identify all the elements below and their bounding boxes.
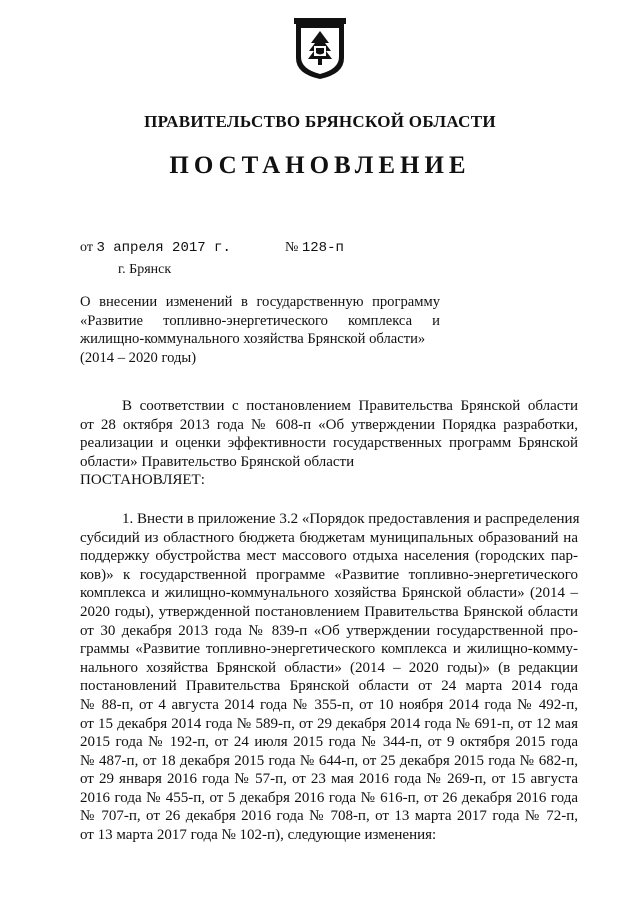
intro-line: области» Правительство Брянской области [80, 453, 355, 470]
subject-line: (2014 – 2020 годы) [80, 349, 197, 366]
subject-line: жилищно-коммунального хозяйства Брянской области» [80, 331, 426, 348]
item-line: от 30 декабря 2013 года № 839-п «Об утверждении государственной про- [80, 622, 578, 639]
intro-line: от 28 октября 2013 года № 608-п «Об утверждении Порядка разработки, [80, 416, 578, 433]
item-line: 2015 года № 192-п, от 24 июля 2015 года № 344-п, от 9 октября 2015 года [80, 734, 578, 751]
item-line: нального хозяйства Брянской области» (2014 – 2020 годы)» (в редакции [80, 659, 578, 676]
item-line: комплекса и жилищно-коммунального хозяйства Брянской области» (2014 – [80, 585, 578, 602]
intro-line: реализации и оценки эффективности государственных программ Брянской [80, 435, 578, 452]
item-line: № 88-п, от 4 августа 2014 года № 355-п, от 10 ноября 2014 года № 492-п, [80, 696, 578, 713]
item-line: от 29 января 2016 года № 57-п, от 23 мая 2016 года № 269-п, от 15 августа [80, 771, 578, 788]
city: г. Брянск [118, 262, 172, 277]
government-name: ПРАВИТЕЛЬСТВО БРЯНСКОЙ ОБЛАСТИ [144, 112, 496, 131]
date-prefix: от [80, 240, 93, 255]
item-line: от 15 декабря 2014 года № 589-п, от 29 декабря 2014 года № 691-п, от 12 мая [80, 715, 578, 732]
resolves-heading: ПОСТАНОВЛЯЕТ: [80, 472, 205, 489]
item-line: постановлений Правительства Брянской области от 24 марта 2014 года [80, 678, 578, 695]
item-line: граммы «Развитие топливно-энергетического комплекса и жилищно-комму- [80, 641, 578, 658]
subject-line: «Развитие топливно-энергетического комплекса и [80, 312, 440, 329]
subject-line: О внесении изменений в государственную программу [80, 294, 440, 310]
decree-body [80, 397, 578, 845]
item-line: 1. Внести в приложение 3.2 «Порядок предоставления и распределения [122, 510, 580, 527]
decree-subject [80, 293, 440, 367]
item-line: поддержку обустройства мест массового отдыха населения (городских пар- [80, 548, 578, 565]
decree-number [285, 240, 344, 256]
date-value: 3 апреля 2017 г. [96, 240, 231, 256]
item-line: от 13 марта 2017 года № 102-п), следующие изменения: [80, 827, 437, 844]
item-line: ков)» к государственной программе «Развитие топливно-энергетического [80, 566, 578, 583]
item-line: № 707-п, от 26 декабря 2016 года № 708-п, от 13 марта 2017 года № 72-п, [80, 808, 578, 825]
item-line: № 487-п, от 18 декабря 2015 года № 644-п, от 25 декабря 2015 года № 682-п, [80, 752, 578, 769]
number-value: 128-п [301, 240, 344, 256]
document-type-title: ПОСТАНОВЛЕНИЕ [169, 152, 471, 179]
coat-of-arms-icon [294, 18, 346, 80]
item-line: 2020 годы), утвержденной постановлением Правительства Брянской области [80, 603, 578, 620]
number-prefix: № [285, 240, 299, 255]
intro-line: В соответствии с постановлением Правительства Брянской области [122, 398, 578, 414]
item-line: субсидий из областного бюджета бюджетам муниципальных образований на [80, 529, 578, 546]
item-line: 2016 года № 455-п, от 5 декабря 2016 года № 616-п, от 26 декабря 2016 года [80, 789, 578, 806]
decree-date [80, 240, 231, 256]
